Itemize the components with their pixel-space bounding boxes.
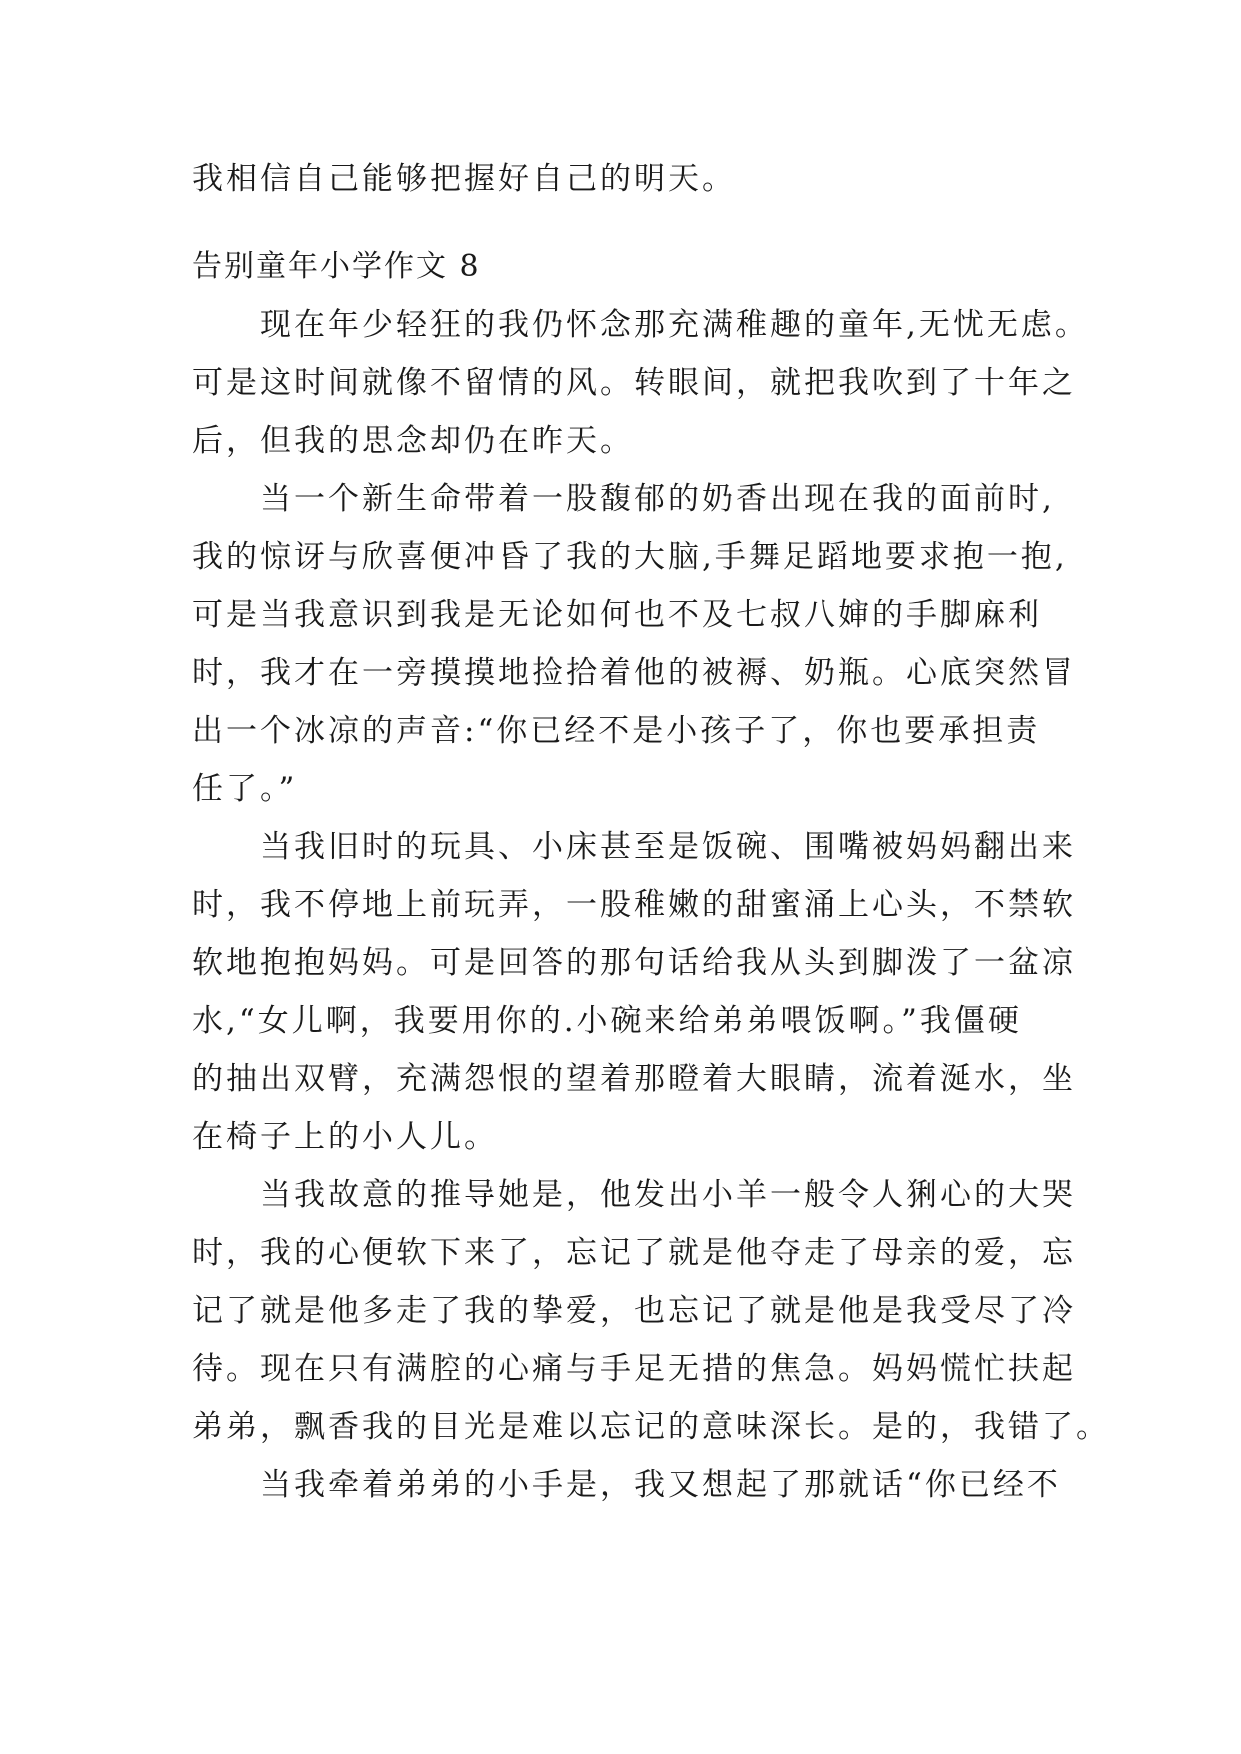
section-title: 告别童年小学作文 8	[192, 249, 481, 284]
paragraph-line: 在椅子上的小人儿。	[192, 1119, 498, 1155]
paragraph-line: 软地抱抱妈妈。可是回答的那句话给我从头到脚泼了一盆凉	[192, 945, 1076, 981]
paragraph-line: 后，但我的思念却仍在昨天。	[192, 423, 634, 459]
paragraph-line: 弟弟，飘香我的目光是难以忘记的意味深长。是的，我错了。	[192, 1409, 1110, 1445]
paragraph-4	[192, 1166, 1110, 1456]
paragraph-line: 我的惊讶与欣喜便冲昏了我的大脑,手舞足蹈地要求抱一抱,	[192, 539, 1068, 575]
paragraph-line: 当我故意的推导她是，他发出小羊一般令人猁心的大哭	[260, 1177, 1076, 1213]
paragraph-line: 时，我不停地上前玩弄，一股稚嫩的甜蜜涌上心头，不禁软	[192, 887, 1076, 923]
paragraph-line: 可是当我意识到我是无论如何也不及七叔八婶的手脚麻利	[192, 597, 1042, 633]
paragraph-1	[192, 296, 1089, 470]
paragraph-line: 待。现在只有满腔的心痛与手足无措的焦急。妈妈慌忙扶起	[192, 1351, 1076, 1387]
paragraph-line: 时，我的心便软下来了，忘记了就是他夺走了母亲的爱，忘	[192, 1235, 1076, 1271]
paragraph-3	[192, 818, 1076, 1166]
paragraph-line: 的抽出双臂，充满怨恨的望着那瞪着大眼睛，流着涎水，坐	[192, 1061, 1076, 1097]
paragraph-line: 水,“女儿啊，我要用你的.小碗来给弟弟喂饭啊。”我僵硬	[192, 1003, 1022, 1039]
paragraph-line: 可是这时间就像不留情的风。转眼间，就把我吹到了十年之	[192, 365, 1076, 401]
paragraph-2	[192, 470, 1076, 818]
paragraph-line: 任了。”	[192, 771, 298, 807]
paragraph-5	[192, 1456, 1061, 1514]
section-spacer	[192, 208, 1052, 238]
paragraph-line: 当一个新生命带着一股馥郁的奶香出现在我的面前时,	[260, 481, 1055, 517]
carryover-line: 我相信自己能够把握好自己的明天。	[192, 161, 736, 197]
paragraph-line: 当我旧时的玩具、小床甚至是饭碗、围嘴被妈妈翻出来	[260, 829, 1076, 865]
paragraph-line: 当我牵着弟弟的小手是，我又想起了那就话“你已经不	[260, 1467, 1061, 1503]
paragraph-line: 时，我才在一旁摸摸地捡拾着他的被褥、奶瓶。心底突然冒	[192, 655, 1076, 691]
document-page	[192, 150, 1110, 1514]
paragraph-line: 记了就是他多走了我的挚爱，也忘记了就是他是我受尽了冷	[192, 1293, 1076, 1329]
paragraph-line: 现在年少轻狂的我仍怀念那充满稚趣的童年,无忧无虑。	[260, 307, 1089, 343]
paragraph-line: 出一个冰凉的声音:“你已经不是小孩子了，你也要承担责	[192, 713, 1041, 749]
